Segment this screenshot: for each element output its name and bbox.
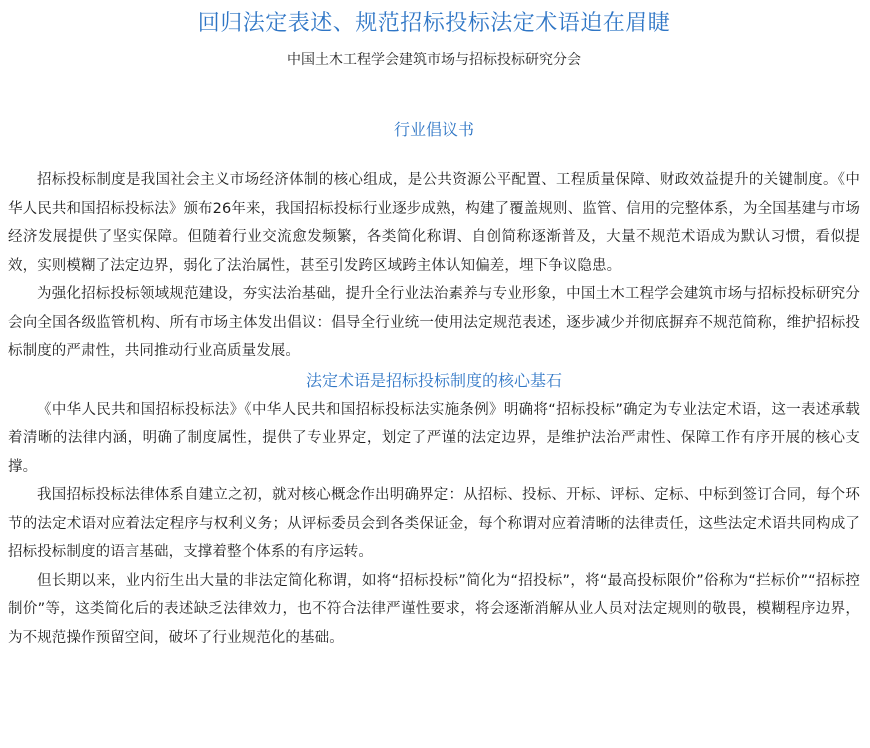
- section-title-proposal: 行业倡议书: [393, 120, 474, 139]
- document-title: 回归法定表述、规范招标投标法定术语迫在眉睫: [197, 11, 671, 36]
- paragraph: 《中华人民共和国招标投标法》《中华人民共和国招标投标法实施条例》明确将“招标投标”确定为专业法定术语，这一表述承载着清晰的法律内涵，明确了制度属性，提供了专业界定，划定了严谨的法定边界，是维护法治严肃性、保障工作有序开展的核心支撑。: [8, 401, 860, 475]
- paragraph: 我国招标投标法律体系自建立之初，就对核心概念作出明确界定：从招标、投标、开标、评标、定标、中标到签订合同，每个环节的法定术语对应着法定程序与权利义务；从评标委员会到各类保证金，每个称谓对应着清晰的法律责任，这些法定术语共同构成了招标投标制度的语言基础，支撑着整个体系的有序运转。: [8, 487, 860, 560]
- organization-name: 中国土木工程学会建筑市场与招标投标研究分会: [287, 52, 581, 68]
- section-title-legal-terms: 法定术语是招标投标制度的核心基石: [305, 370, 562, 390]
- paragraph: 招标投标制度是我国社会主义市场经济体制的核心组成，是公共资源公平配置、工程质量保障、财政效益提升的关键制度。《中华人民共和国招标投标法》颁布26年来，我国招标投标行业逐步成熟，构建了覆盖规则、监管、信用的完整体系，为全国基建与市场经济发展提供了坚实保障。但随着行业交流愈发频繁，各类简化称谓、自创简称逐渐普及，大量不规范术语成为默认习惯，看似提效，实则模糊了法定边界，弱化了法治属性，甚至引发跨区域跨主体认知偏差，埋下争议隐患。: [8, 172, 860, 274]
- section-body-legal-terms: [8, 396, 860, 653]
- paragraph: 但长期以来，业内衍生出大量的非法定简化称谓，如将“招标投标”简化为“招投标”，将“最高投标限价”俗称为“拦标价”“招标控制价”等，这类简化后的表述缺乏法律效力，也不符合法律严谨性要求，将会逐渐消解从业人员对法定规则的敬畏，模糊程序边界，为不规范操作预留空间，破坏了行业规范化的基础。: [8, 572, 860, 646]
- paragraph: 为强化招标投标领域规范建设，夯实法治基础，提升全行业法治素养与专业形象，中国土木工程学会建筑市场与招标投标研究分会向全国各级监管机构、所有市场主体发出倡议：倡导全行业统一使用法定规范表述，逐步减少并彻底摒弃不规范简称，维护招标投标制度的严肃性，共同推动行业高质量发展。: [8, 286, 860, 359]
- section-body-proposal: [8, 166, 860, 366]
